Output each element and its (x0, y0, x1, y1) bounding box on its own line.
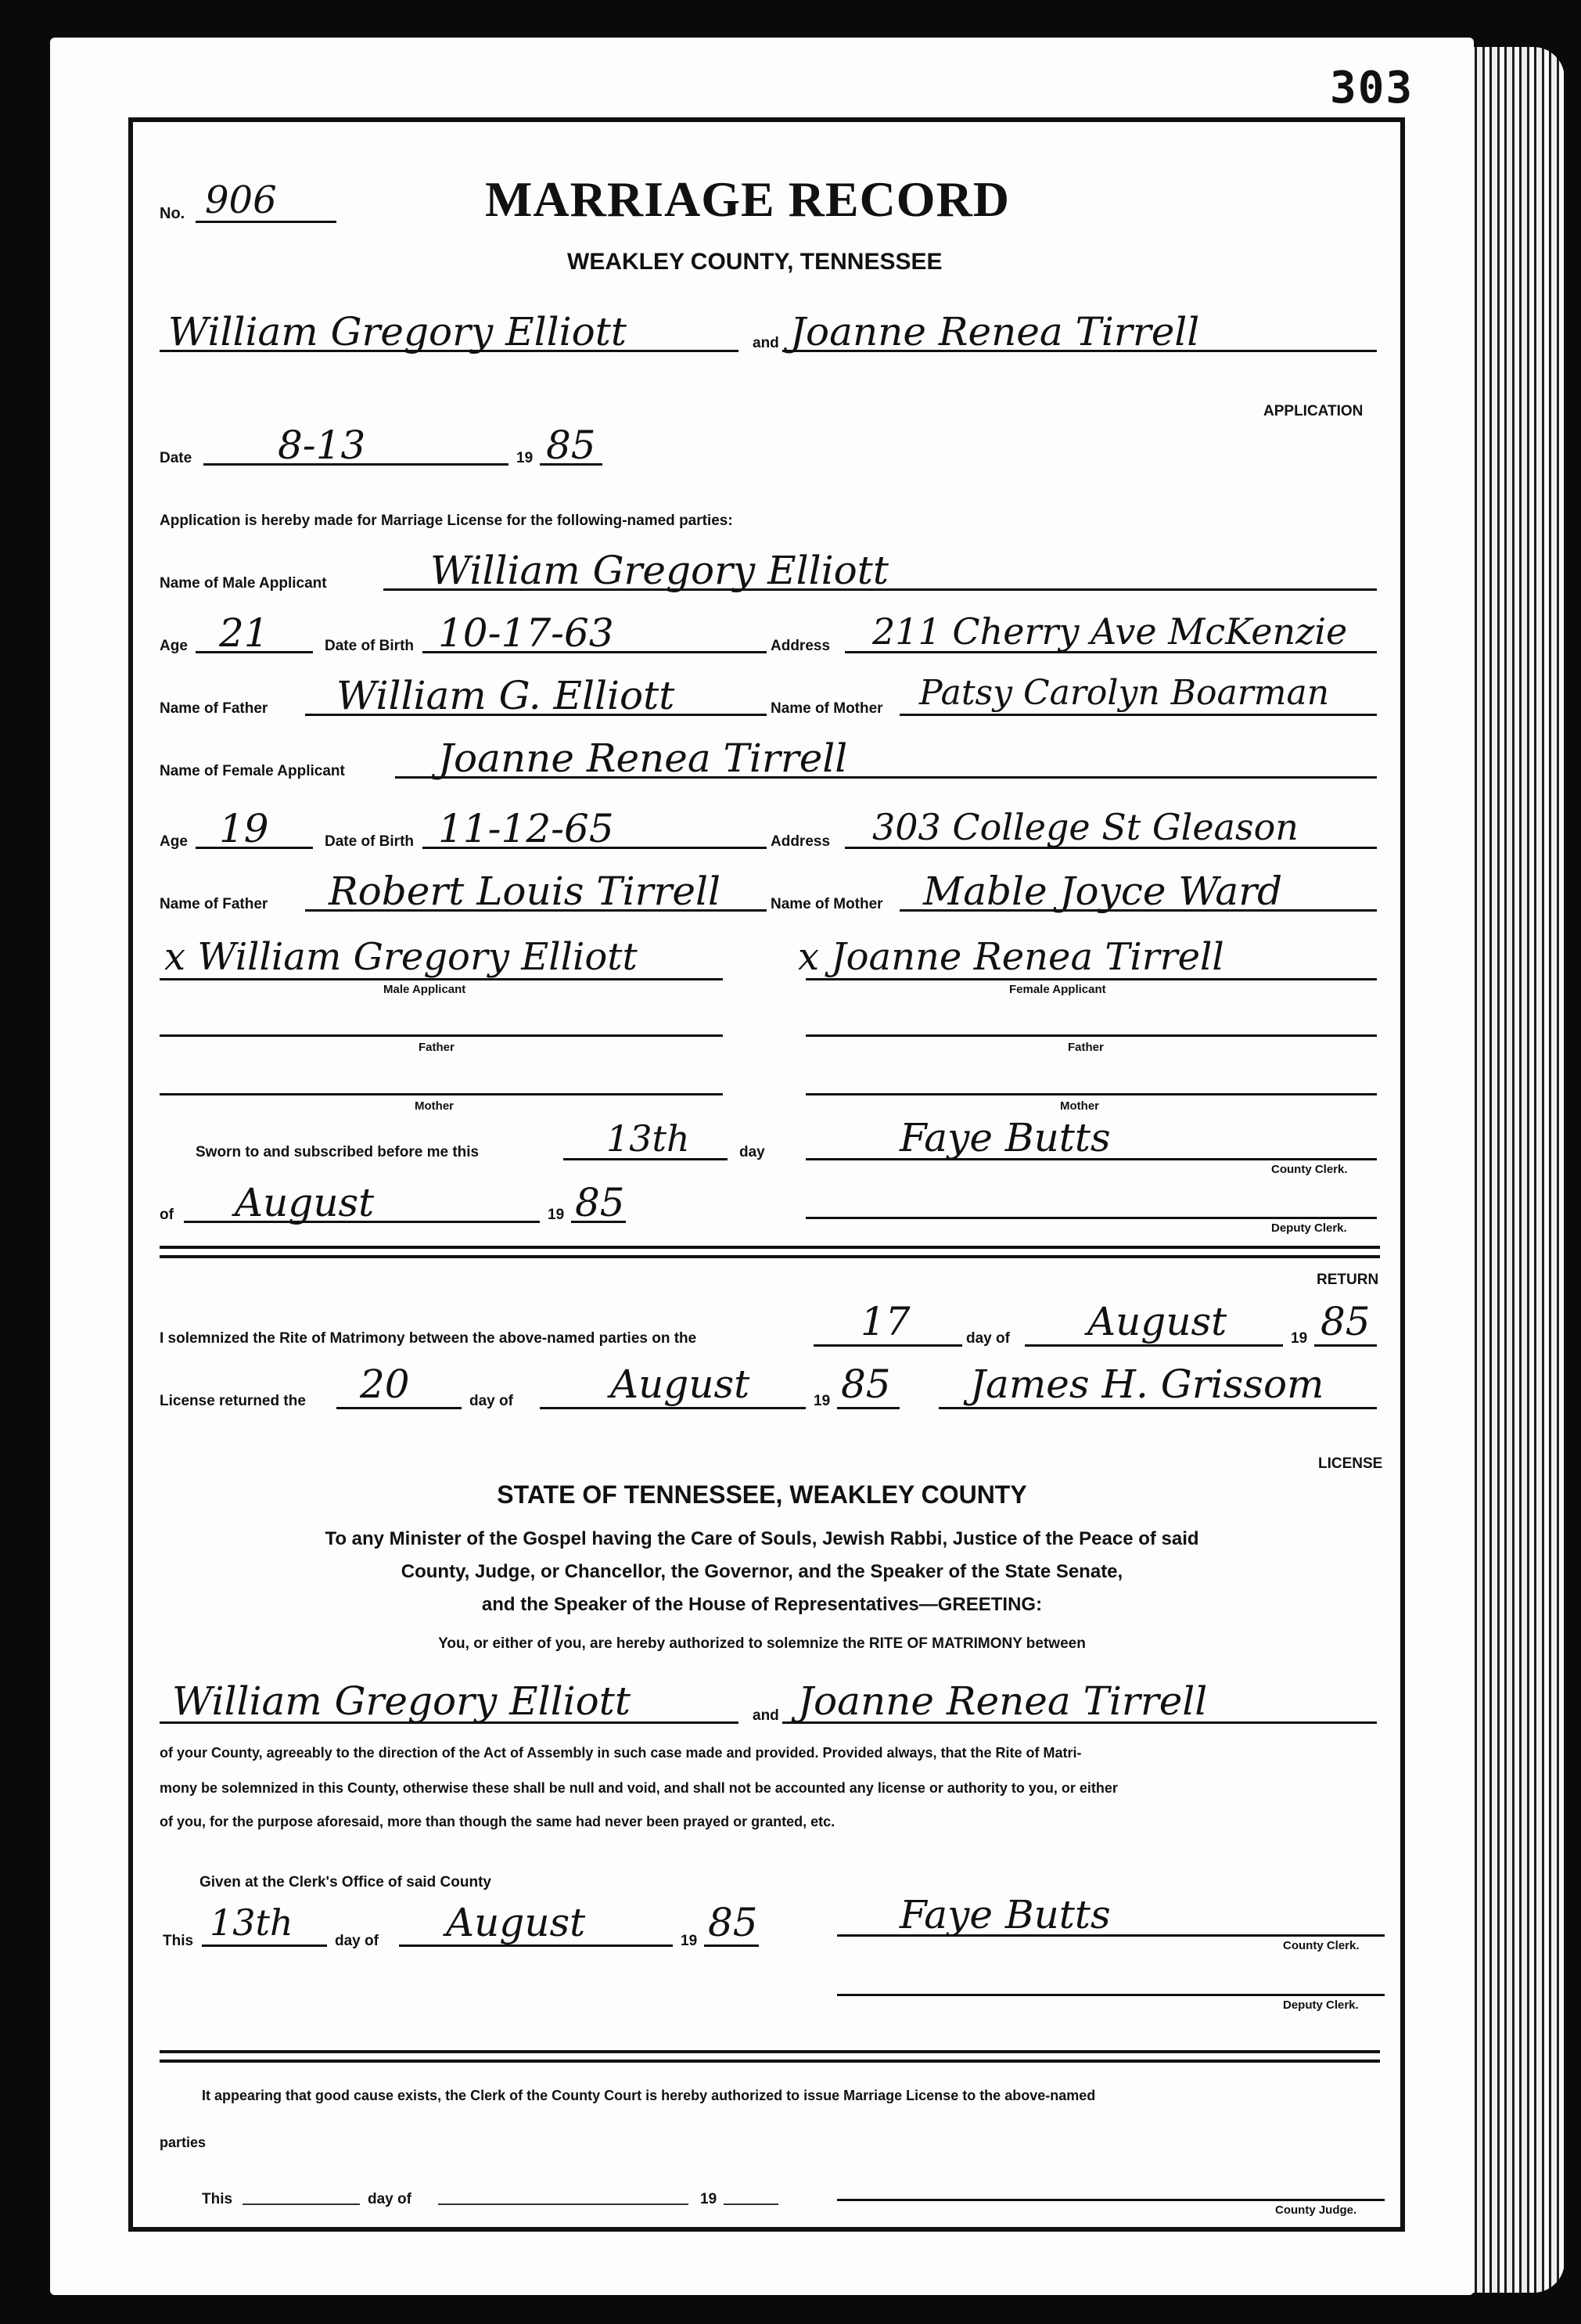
license-county-clerk-caption: County Clerk. (1283, 1939, 1360, 1952)
officiant-signature: James H. Grissom (970, 1362, 1324, 1407)
application-date: 8-13 (278, 423, 366, 468)
female-signature-line (806, 978, 1377, 980)
license-day: 13th (210, 1901, 293, 1944)
male-age: 21 (219, 610, 269, 656)
divider (160, 2050, 1380, 2053)
sworn-text: Sworn to and subscribed before me this (196, 1144, 480, 1160)
sworn-month: August (235, 1180, 375, 1225)
divider (160, 1255, 1380, 1258)
sworn-day: 13th (606, 1117, 690, 1160)
male-mother-sign-line (160, 1093, 723, 1095)
application-heading: APPLICATION (1263, 403, 1364, 419)
authorized-text: You, or either of you, are hereby authorized to solemnize the RITE OF MATRIMONY between (438, 1635, 1086, 1652)
female-father-label: Name of Father (160, 896, 268, 912)
male-father-caption: Father (419, 1041, 455, 1054)
license-bride: Joanne Renea Tirrell (798, 1678, 1208, 1724)
female-address: 303 College St Gleason (872, 806, 1299, 848)
male-father-sign-line (160, 1034, 723, 1037)
bride-line (782, 350, 1377, 352)
female-father-sign-line (806, 1034, 1377, 1037)
male-age-label: Age (160, 638, 188, 654)
male-mother-line (900, 714, 1377, 716)
cause-month-line (438, 2203, 688, 2205)
cause-this-label: This (202, 2191, 233, 2207)
license-groom: William Gregory Elliott (172, 1678, 631, 1724)
sworn-year: 85 (575, 1180, 625, 1225)
state-heading: STATE OF TENNESSEE, WEAKLEY COUNTY (497, 1480, 1027, 1509)
divider (160, 2060, 1380, 2063)
returned-month: August (610, 1362, 750, 1407)
greeting-line-2: County, Judge, or Chancellor, the Governor, and the Speaker of the State Senate, (401, 1561, 1123, 1582)
return-day-line (814, 1344, 962, 1347)
county-clerk-caption: County Clerk. (1271, 1163, 1348, 1176)
groom-name-header: William Gregory Elliott (168, 309, 627, 354)
greeting-line-3: and the Speaker of the House of Representatives—GREETING: (481, 1594, 1043, 1615)
return-month-line (1025, 1344, 1283, 1347)
good-cause-line-1: It appearing that good cause exists, the Clerk of the County Court is hereby authorized to issue Marriage License to the above-named (202, 2088, 1096, 2103)
proviso-line-3: of you, for the purpose aforesaid, more than though the same had never been prayed or granted, etc. (160, 1814, 835, 1829)
license-deputy-caption: Deputy Clerk. (1283, 1998, 1359, 2012)
county-heading: WEAKLEY COUNTY, TENNESSEE (567, 249, 943, 275)
page-number: 303 (1330, 63, 1414, 113)
license-deputy-line (837, 1994, 1385, 1996)
return-month: August (1087, 1299, 1227, 1344)
solemnized-text: I solemnized the Rite of Matrimony between the above-named parties on the (160, 1330, 697, 1347)
male-father: William G. Elliott (336, 673, 675, 718)
female-mother-caption: Mother (1060, 1099, 1099, 1113)
license-dayof-label: day of (335, 1933, 379, 1949)
officiant-line (939, 1407, 1377, 1409)
cause-day-line (243, 2203, 360, 2205)
male-mother: Patsy Carolyn Boarman (919, 673, 1330, 713)
license-heading: LICENSE (1318, 1455, 1383, 1472)
male-dob-label: Date of Birth (325, 638, 414, 654)
divider (160, 1246, 1380, 1249)
no-label: No. (160, 205, 185, 222)
sworn-of-label: of (160, 1207, 174, 1223)
greeting-line-1: To any Minister of the Gospel having the Care of Souls, Jewish Rabbi, Justice of the Peace of said (325, 1528, 1199, 1549)
cause-year-prefix: 19 (700, 2191, 717, 2207)
female-dob-label: Date of Birth (325, 833, 414, 850)
bride-name-header: Joanne Renea Tirrell (790, 309, 1200, 354)
female-age: 19 (219, 806, 269, 851)
female-age-label: Age (160, 833, 188, 850)
record-number: 906 (205, 178, 277, 222)
record-title: MARRIAGE RECORD (485, 171, 1010, 227)
male-mother-label: Name of Mother (771, 700, 883, 717)
male-name-label: Name of Male Applicant (160, 575, 327, 592)
return-dayof-label: day of (966, 1330, 1010, 1347)
cause-year-line (724, 2203, 778, 2205)
female-dob: 11-12-65 (438, 806, 614, 851)
cause-dayof-label: day of (368, 2191, 411, 2207)
deputy-line-1 (806, 1217, 1377, 1219)
groom-line (160, 350, 738, 352)
year-prefix: 19 (516, 450, 534, 466)
license-groom-line (160, 1721, 738, 1724)
county-judge-line (837, 2199, 1385, 2201)
license-year: 85 (708, 1900, 758, 1945)
female-father: Robert Louis Tirrell (329, 869, 721, 914)
returned-dayof-label: day of (469, 1393, 513, 1409)
female-name: Joanne Renea Tirrell (438, 736, 848, 781)
return-year-prefix: 19 (1291, 1330, 1308, 1347)
male-address: 211 Cherry Ave McKenzie (872, 610, 1348, 653)
application-year: 85 (546, 423, 596, 468)
male-signature: x William Gregory Elliott (164, 935, 638, 979)
good-cause-line-2: parties (160, 2135, 207, 2150)
male-name: William Gregory Elliott (430, 548, 889, 593)
license-month: August (446, 1900, 586, 1945)
female-signature: x Joanne Renea Tirrell (798, 935, 1224, 979)
male-dob: 10-17-63 (438, 610, 614, 656)
male-mother-caption: Mother (415, 1099, 454, 1113)
female-name-label: Name of Female Applicant (160, 763, 345, 779)
return-day: 17 (861, 1299, 911, 1344)
proviso-line-2: mony be solemnized in this County, otherwise these shall be null and void, and shall not be accounted any license or authority to you, or either (160, 1780, 1118, 1796)
male-signature-line (160, 978, 723, 980)
sworn-year-prefix: 19 (548, 1207, 565, 1223)
and-label: and (753, 335, 779, 351)
county-judge-caption: County Judge. (1275, 2203, 1357, 2217)
female-mother-sign-line (806, 1093, 1377, 1095)
returned-year-line (837, 1407, 900, 1409)
female-applicant-caption: Female Applicant (1009, 983, 1106, 996)
license-clerk-signature: Faye Butts (900, 1892, 1111, 1937)
male-father-label: Name of Father (160, 700, 268, 717)
return-year: 85 (1320, 1299, 1371, 1344)
return-heading: RETURN (1317, 1272, 1379, 1288)
license-and-label: and (753, 1707, 779, 1724)
sworn-clerk-signature: Faye Butts (900, 1115, 1111, 1160)
returned-year: 85 (841, 1362, 891, 1407)
female-mother-label: Name of Mother (771, 896, 883, 912)
license-returned-text: License returned the (160, 1393, 306, 1409)
license-year-prefix: 19 (681, 1933, 698, 1949)
date-label: Date (160, 450, 192, 466)
proviso-line-1: of your County, agreeably to the direction of the Act of Assembly in such case made and provided. Provided always, that the Rite of Matri- (160, 1745, 1082, 1761)
returned-day: 20 (360, 1362, 410, 1407)
returned-day-line (336, 1407, 462, 1409)
returned-year-prefix: 19 (814, 1393, 831, 1409)
female-father-caption: Father (1068, 1041, 1104, 1054)
license-day-line (202, 1944, 327, 1947)
female-mother: Mable Joyce Ward (923, 869, 1283, 914)
female-address-label: Address (771, 833, 831, 850)
license-this-label: This (163, 1933, 194, 1949)
deputy-clerk-caption: Deputy Clerk. (1271, 1221, 1347, 1235)
return-year-line (1314, 1344, 1377, 1347)
returned-month-line (540, 1407, 806, 1409)
license-bride-line (782, 1721, 1377, 1724)
application-text: Application is hereby made for Marriage License for the following-named parties: (160, 513, 733, 529)
given-text: Given at the Clerk's Office of said County (199, 1874, 491, 1890)
male-applicant-caption: Male Applicant (383, 983, 466, 996)
sworn-day-label: day (739, 1144, 765, 1160)
male-address-label: Address (771, 638, 831, 654)
